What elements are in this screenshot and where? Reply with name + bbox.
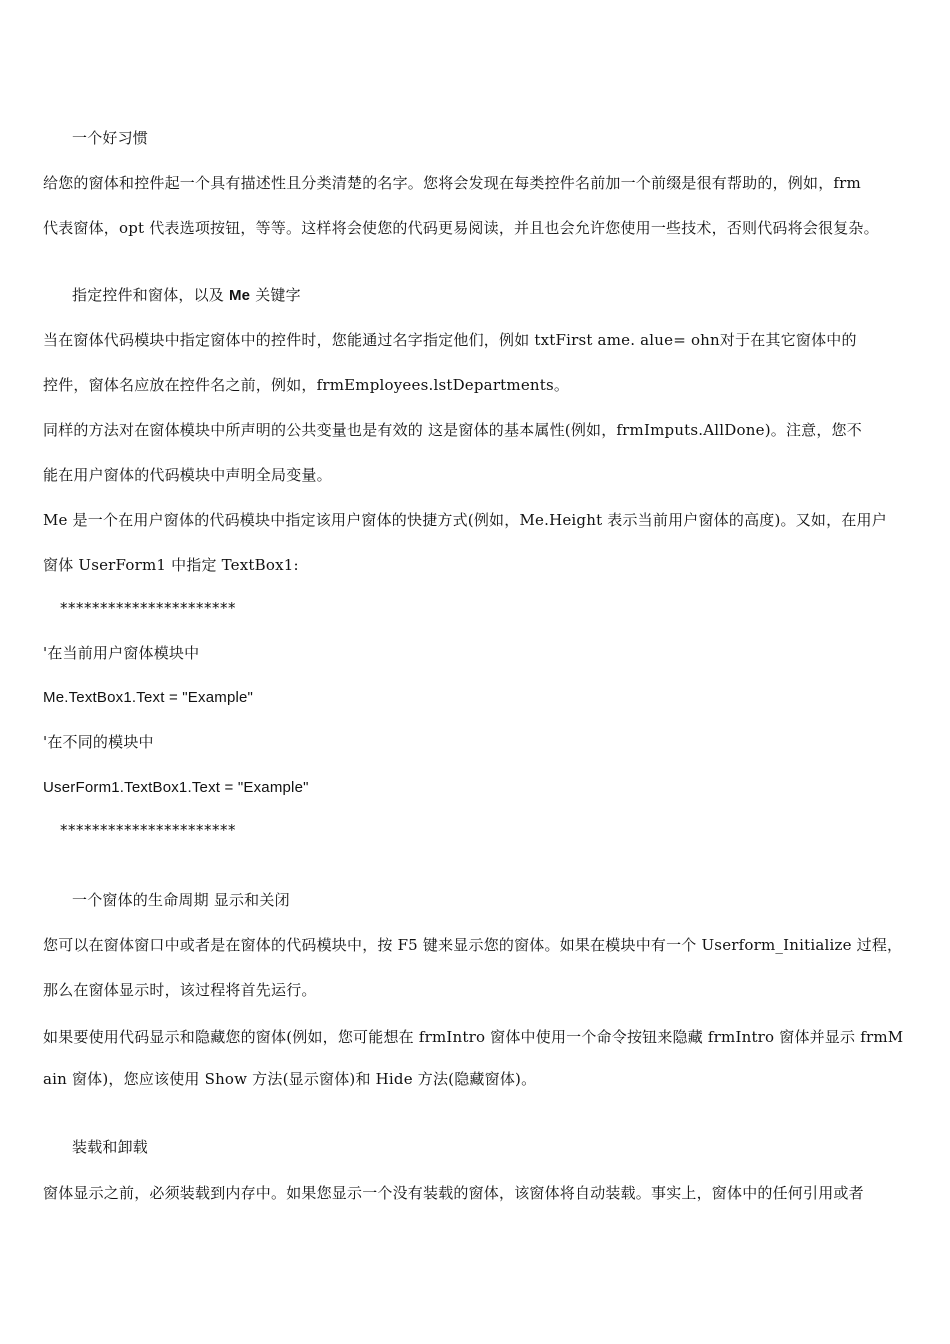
heading-good-habit: 一个好习惯: [72, 129, 149, 147]
code-separator-top: **********************: [60, 599, 236, 617]
paragraph-public-vars-line1: 同样的方法对在窗体模块中所声明的公共变量也是有效的 这是窗体的基本属性(例如，frmImputs.AllDone)。注意，您不: [43, 421, 862, 439]
paragraph-me-shortcut-line2: 窗体 UserForm1 中指定 TextBox1:: [43, 556, 299, 574]
paragraph-naming-line2: 代表窗体，opt 代表选项按钮，等等。这样将会使您的代码更易阅读，并且也会允许您使用一些技术，否则代码将会很复杂。: [43, 219, 879, 237]
heading-me-keyword-pre: 指定控件和窗体，以及: [72, 286, 229, 304]
heading-me-keyword-post: 关键字: [250, 286, 301, 304]
paragraph-naming-line1: 给您的窗体和控件起一个具有描述性且分类清楚的名字。您将会发现在每类控件名前加一个前缀是很有帮助的，例如，frm: [43, 174, 861, 192]
heading-me-keyword: [72, 285, 301, 306]
paragraph-refer-controls-line2: 控件，窗体名应放在控件名之前，例如，frmEmployees.lstDepartments。: [43, 376, 570, 394]
paragraph-load-line1: 窗体显示之前，必须装载到内存中。如果您显示一个没有装载的窗体，该窗体将自动装载。事实上，窗体中的任何引用或者: [43, 1184, 864, 1202]
paragraph-refer-controls-line1: 当在窗体代码模块中指定窗体中的控件时，您能通过名字指定他们，例如 txtFirst ame. alue= ohn对于在其它窗体中的: [43, 331, 857, 349]
heading-form-lifecycle: 一个窗体的生命周期 显示和关闭: [72, 891, 290, 909]
heading-me-keyword-bold: Me: [228, 287, 251, 304]
paragraph-public-vars-line2: 能在用户窗体的代码模块中声明全局变量。: [43, 466, 332, 484]
heading-load-unload: 装载和卸载: [72, 1138, 149, 1156]
paragraph-show-form-line2: 那么在窗体显示时，该过程将首先运行。: [43, 981, 317, 999]
code-comment-current-form: '在当前用户窗体模块中: [43, 644, 200, 662]
paragraph-show-hide-line2: ain 窗体)，您应该使用 Show 方法(显示窗体)和 Hide 方法(隐藏窗体)。: [43, 1070, 537, 1088]
paragraph-show-form-line1: 您可以在窗体窗口中或者是在窗体的代码模块中，按 F5 键来显示您的窗体。如果在模块中有一个 Userform_Initialize 过程，: [43, 936, 903, 954]
code-comment-other-module: '在不同的模块中: [43, 733, 154, 751]
code-separator-bottom: **********************: [60, 821, 236, 839]
paragraph-me-shortcut-line1: Me 是一个在用户窗体的代码模块中指定该用户窗体的快捷方式(例如，Me.Height 表示当前用户窗体的高度)。又如，在用户: [43, 511, 887, 529]
code-line-userform-textbox: UserForm1.TextBox1.Text = "Example": [43, 779, 309, 796]
paragraph-show-hide-line1: 如果要使用代码显示和隐藏您的窗体(例如，您可能想在 frmIntro 窗体中使用一个命令按钮来隐藏 frmIntro 窗体并显示 frmM: [43, 1028, 904, 1046]
code-line-me-textbox: Me.TextBox1.Text = "Example": [43, 689, 254, 706]
